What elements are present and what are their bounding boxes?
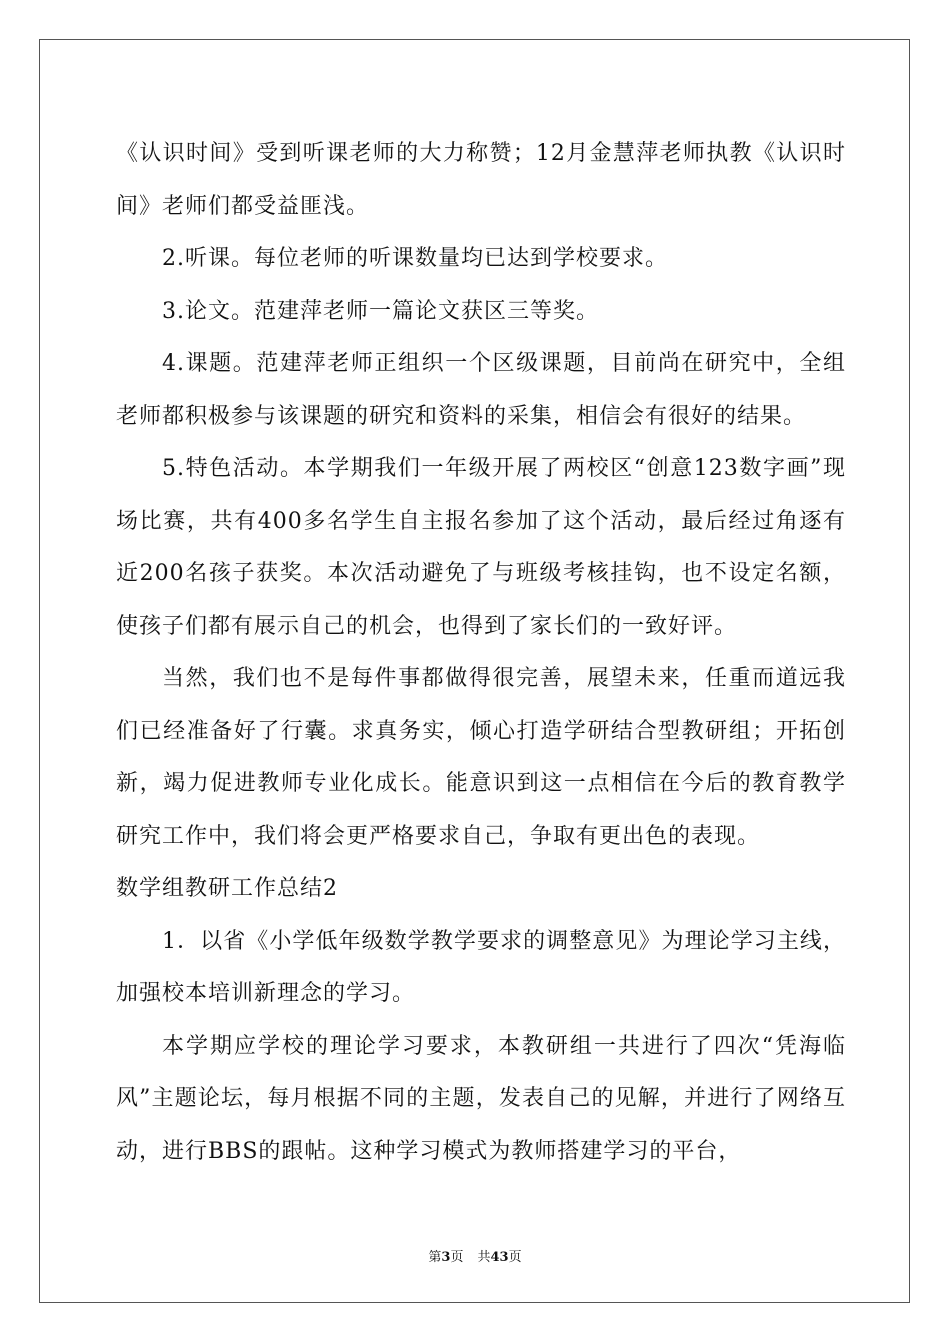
section-heading: 数学组教研工作总结2 — [116, 876, 338, 901]
document-body — [116, 128, 846, 1178]
paragraph-5: 5.特色活动。本学期我们一年级开展了两校区“创意123数字画”现场比赛，共有400多名学生自主报名参加了这个活动，最后经过角逐有近200名孩子获奖。本次活动避免了与班级考核挂钩，也不设定名额，使孩子们都有展示自己的机会，也得到了家长们的一致好评。 — [116, 456, 846, 639]
page-suffix: 页 — [450, 1250, 464, 1265]
paragraph-7: 1．以省《小学低年级数学教学要求的调整意见》为理论学习主线，加强校本培训新理念的学习。 — [116, 928, 846, 1006]
paragraph-3: 3.论文。范建萍老师一篇论文获区三等奖。 — [162, 298, 599, 324]
page-footer — [0, 1246, 950, 1265]
total-prefix: 共 — [477, 1250, 491, 1265]
paragraph-8: 本学期应学校的理论学习要求，本教研组一共进行了四次“凭海临风”主题论坛，每月根据不同的主题，发表自己的见解，并进行了网络互动，进行BBS的跟帖。这种学习模式为教师搭建学习的平台， — [116, 1033, 846, 1164]
paragraph-6: 当然，我们也不是每件事都做得很完善，展望未来，任重而道远我们已经准备好了行囊。求真务实，倾心打造学研结合型教研组；开拓创新，竭力促进教师专业化成长。能意识到这一点相信在今后的教育教学研究工作中，我们将会更严格要求自己，争取有更出色的表现。 — [116, 666, 846, 849]
total-suffix: 页 — [508, 1250, 522, 1265]
paragraph-1: 《认识时间》受到听课老师的大力称赞；12月金慧萍老师执教《认识时间》老师们都受益匪浅。 — [116, 141, 846, 219]
total-pages: 43 — [490, 1250, 509, 1265]
paragraph-4: 4.课题。范建萍老师正组织一个区级课题，目前尚在研究中，全组老师都积极参与该课题的研究和资料的采集，相信会有很好的结果。 — [116, 351, 846, 429]
page-number: 3 — [441, 1250, 451, 1265]
paragraph-2: 2.听课。每位老师的听课数量均已达到学校要求。 — [162, 246, 668, 271]
page-prefix: 第 — [428, 1250, 442, 1265]
